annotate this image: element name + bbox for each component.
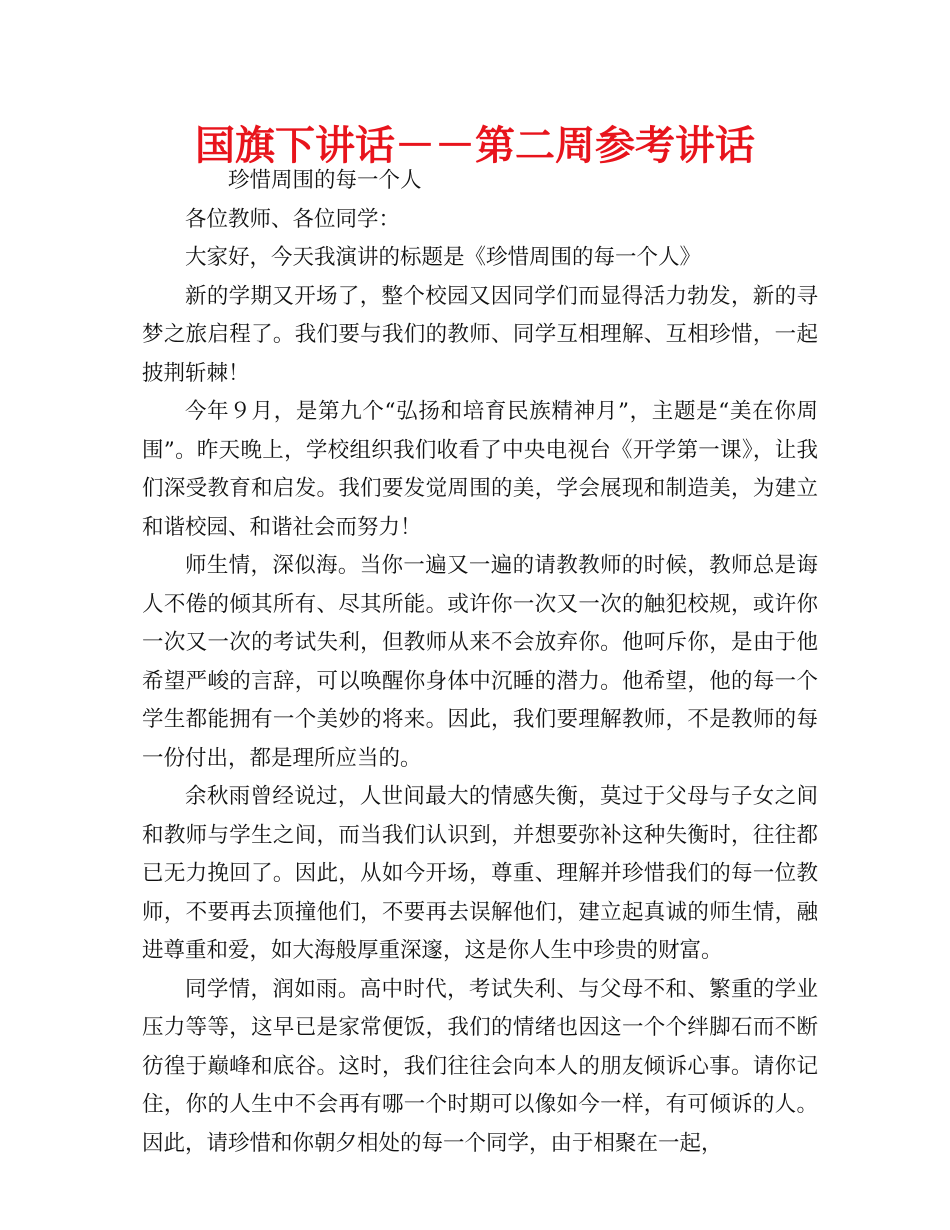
document-title: 国旗下讲话－－第二周参考讲话 [195, 123, 755, 169]
paragraph: 师生情，深似海。当你一遍又一遍的请教教师的时候，教师总是诲人不倦的倾其所有、尽其所能。或许你一次又一次的触犯校规，或许你一次又一次的考试失利，但教师从来不会放弃你。他呵斥你，是由于他希望严峻的言辞，可以唤醒你身体中沉睡的潜力。他希望，他的每一个学生都能拥有一个美妙的将来。因此，我们要理解教师，不是教师的每一份付出，都是理所应当的。 [142, 553, 818, 771]
document-subtitle: 珍惜周围的每一个人 [228, 168, 422, 193]
greeting: 各位教师、各位同学： [185, 206, 401, 232]
paragraph: 余秋雨曾经说过，人世间最大的情感失衡，莫过于父母与子女之间和教师与学生之间，而当我们认识到，并想要弥补这种失衡时，往往都已无力挽回了。因此，从如今开场，尊重、理解并珍惜我们的每一位教师，不要再去顶撞他们，不要再去误解他们，建立起真诚的师生情，融进尊重和爱，如大海般厚重深邃，这是你人生中珍贵的财富。 [142, 784, 818, 963]
paragraph: 新的学期又开场了，整个校园又因同学们而显得活力勃发，新的寻梦之旅启程了。我们要与我们的教师、同学互相理解、互相珍惜，一起披荆斩棘！ [142, 283, 818, 386]
document-body [142, 162, 818, 1163]
paragraph: 大家好，今天我演讲的标题是《珍惜周围的每一个人》 [185, 245, 702, 270]
paragraph: 同学情，润如雨。高中时代，考试失利、与父母不和、繁重的学业压力等等，这早已是家常便饭，我们的情绪也因这一个个绊脚石而不断彷徨于巅峰和底谷。这时，我们往往会向本人的朋友倾诉心事。请你记住，你的人生中不会再有哪一个时期可以像如今一样，有可倾诉的人。因此，请珍惜和你朝夕相处的每一个同学，由于相聚在一起， [142, 976, 818, 1156]
paragraph: 今年９月，是第九个“弘扬和培育民族精神月”，主题是“美在你周围”。昨天晚上，学校组织我们收看了中央电视台《开学第一课》，让我们深受教育和启发。我们要发觉周围的美，学会展现和制造美，为建立和谐校园、和谐社会而努力！ [142, 399, 818, 540]
